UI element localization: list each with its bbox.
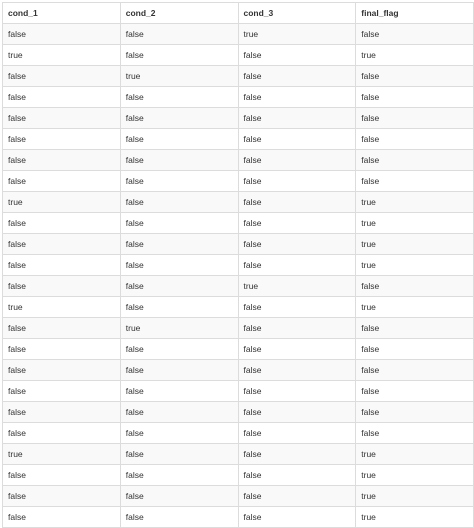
cell-cond-1[interactable]: false bbox=[3, 87, 121, 108]
cell-cond-2[interactable]: false bbox=[120, 129, 238, 150]
cell-cond-3[interactable]: false bbox=[238, 297, 356, 318]
cell-cond-3[interactable]: false bbox=[238, 465, 356, 486]
table-row[interactable] bbox=[3, 150, 474, 171]
table-row[interactable] bbox=[3, 465, 474, 486]
table-row[interactable] bbox=[3, 339, 474, 360]
table-row[interactable] bbox=[3, 444, 474, 465]
cell-cond-1[interactable]: false bbox=[3, 234, 121, 255]
cell-final-flag[interactable]: true bbox=[356, 507, 474, 528]
cell-final-flag[interactable]: true bbox=[356, 234, 474, 255]
table-row[interactable] bbox=[3, 402, 474, 423]
cell-cond-3[interactable]: false bbox=[238, 213, 356, 234]
cell-cond-2[interactable]: false bbox=[120, 24, 238, 45]
cell-cond-1[interactable]: true bbox=[3, 45, 121, 66]
table-header bbox=[3, 3, 474, 24]
cell-final-flag[interactable]: false bbox=[356, 24, 474, 45]
data-table bbox=[2, 2, 474, 528]
cell-cond-1[interactable]: false bbox=[3, 360, 121, 381]
cell-final-flag[interactable]: true bbox=[356, 465, 474, 486]
cell-cond-3[interactable]: true bbox=[238, 24, 356, 45]
cell-cond-2[interactable]: false bbox=[120, 255, 238, 276]
cell-cond-3[interactable]: false bbox=[238, 171, 356, 192]
table-row[interactable] bbox=[3, 423, 474, 444]
table-row[interactable] bbox=[3, 87, 474, 108]
table-row[interactable] bbox=[3, 507, 474, 528]
column-header-cond-3[interactable]: cond_3 bbox=[238, 3, 356, 24]
table-row[interactable] bbox=[3, 276, 474, 297]
cell-final-flag[interactable]: false bbox=[356, 108, 474, 129]
table-row[interactable] bbox=[3, 45, 474, 66]
cell-final-flag[interactable]: false bbox=[356, 66, 474, 87]
cell-cond-1[interactable]: false bbox=[3, 339, 121, 360]
cell-cond-1[interactable]: false bbox=[3, 129, 121, 150]
table-row[interactable] bbox=[3, 486, 474, 507]
cell-final-flag[interactable]: false bbox=[356, 318, 474, 339]
cell-cond-2[interactable]: false bbox=[120, 486, 238, 507]
cell-final-flag[interactable]: false bbox=[356, 339, 474, 360]
table-row[interactable] bbox=[3, 318, 474, 339]
column-header-final-flag[interactable]: final_flag bbox=[356, 3, 474, 24]
cell-cond-3[interactable]: true bbox=[238, 276, 356, 297]
cell-cond-2[interactable]: true bbox=[120, 318, 238, 339]
table-row[interactable] bbox=[3, 24, 474, 45]
cell-final-flag[interactable]: false bbox=[356, 150, 474, 171]
cell-cond-1[interactable]: true bbox=[3, 192, 121, 213]
cell-cond-1[interactable]: false bbox=[3, 486, 121, 507]
cell-cond-1[interactable]: false bbox=[3, 402, 121, 423]
table-row[interactable] bbox=[3, 297, 474, 318]
cell-cond-3[interactable]: false bbox=[238, 129, 356, 150]
cell-cond-1[interactable]: false bbox=[3, 150, 121, 171]
cell-final-flag[interactable]: false bbox=[356, 381, 474, 402]
cell-cond-3[interactable]: false bbox=[238, 318, 356, 339]
cell-cond-1[interactable]: false bbox=[3, 24, 121, 45]
cell-cond-2[interactable]: false bbox=[120, 276, 238, 297]
cell-cond-2[interactable]: false bbox=[120, 297, 238, 318]
cell-cond-3[interactable]: false bbox=[238, 45, 356, 66]
cell-final-flag[interactable]: false bbox=[356, 360, 474, 381]
table-row[interactable] bbox=[3, 66, 474, 87]
cell-cond-3[interactable]: false bbox=[238, 150, 356, 171]
cell-final-flag[interactable]: true bbox=[356, 297, 474, 318]
cell-final-flag[interactable]: true bbox=[356, 192, 474, 213]
data-grid-container bbox=[2, 2, 474, 528]
table-row[interactable] bbox=[3, 129, 474, 150]
cell-cond-2[interactable]: false bbox=[120, 507, 238, 528]
cell-cond-1[interactable]: false bbox=[3, 507, 121, 528]
cell-cond-2[interactable]: false bbox=[120, 87, 238, 108]
cell-cond-2[interactable]: false bbox=[120, 192, 238, 213]
header-row bbox=[3, 3, 474, 24]
cell-cond-2[interactable]: false bbox=[120, 171, 238, 192]
cell-cond-2[interactable]: false bbox=[120, 108, 238, 129]
table-row[interactable] bbox=[3, 255, 474, 276]
cell-cond-3[interactable]: false bbox=[238, 339, 356, 360]
cell-cond-2[interactable]: false bbox=[120, 213, 238, 234]
cell-cond-1[interactable]: true bbox=[3, 297, 121, 318]
table-row[interactable] bbox=[3, 234, 474, 255]
cell-cond-2[interactable]: false bbox=[120, 360, 238, 381]
cell-cond-1[interactable]: false bbox=[3, 213, 121, 234]
cell-cond-2[interactable]: false bbox=[120, 381, 238, 402]
cell-cond-2[interactable]: false bbox=[120, 234, 238, 255]
cell-final-flag[interactable]: true bbox=[356, 255, 474, 276]
cell-final-flag[interactable]: false bbox=[356, 171, 474, 192]
cell-final-flag[interactable]: true bbox=[356, 213, 474, 234]
cell-cond-3[interactable]: false bbox=[238, 192, 356, 213]
cell-final-flag[interactable]: false bbox=[356, 129, 474, 150]
table-row[interactable] bbox=[3, 108, 474, 129]
cell-cond-1[interactable]: false bbox=[3, 465, 121, 486]
cell-cond-1[interactable]: false bbox=[3, 255, 121, 276]
cell-cond-3[interactable]: false bbox=[238, 108, 356, 129]
table-row[interactable] bbox=[3, 360, 474, 381]
cell-cond-1[interactable]: false bbox=[3, 318, 121, 339]
cell-cond-2[interactable]: false bbox=[120, 423, 238, 444]
cell-cond-3[interactable]: false bbox=[238, 360, 356, 381]
cell-final-flag[interactable]: false bbox=[356, 402, 474, 423]
cell-final-flag[interactable]: false bbox=[356, 87, 474, 108]
cell-cond-2[interactable]: false bbox=[120, 45, 238, 66]
cell-cond-3[interactable]: false bbox=[238, 87, 356, 108]
column-header-cond-2[interactable]: cond_2 bbox=[120, 3, 238, 24]
column-header-cond-1[interactable]: cond_1 bbox=[3, 3, 121, 24]
cell-cond-3[interactable]: false bbox=[238, 255, 356, 276]
cell-cond-1[interactable]: false bbox=[3, 108, 121, 129]
cell-cond-3[interactable]: false bbox=[238, 507, 356, 528]
cell-final-flag[interactable]: true bbox=[356, 486, 474, 507]
cell-cond-3[interactable]: false bbox=[238, 66, 356, 87]
cell-cond-3[interactable]: false bbox=[238, 486, 356, 507]
table-row[interactable] bbox=[3, 381, 474, 402]
cell-cond-3[interactable]: false bbox=[238, 381, 356, 402]
cell-cond-1[interactable]: false bbox=[3, 66, 121, 87]
cell-cond-1[interactable]: false bbox=[3, 381, 121, 402]
table-row[interactable] bbox=[3, 213, 474, 234]
cell-cond-1[interactable]: true bbox=[3, 444, 121, 465]
cell-cond-1[interactable]: false bbox=[3, 423, 121, 444]
table-row[interactable] bbox=[3, 171, 474, 192]
cell-cond-2[interactable]: false bbox=[120, 465, 238, 486]
cell-final-flag[interactable]: false bbox=[356, 276, 474, 297]
cell-cond-2[interactable]: false bbox=[120, 150, 238, 171]
table-body bbox=[3, 24, 474, 528]
table-row[interactable] bbox=[3, 192, 474, 213]
cell-final-flag[interactable]: true bbox=[356, 444, 474, 465]
cell-cond-1[interactable]: false bbox=[3, 276, 121, 297]
cell-cond-3[interactable]: false bbox=[238, 423, 356, 444]
cell-final-flag[interactable]: false bbox=[356, 423, 474, 444]
cell-cond-3[interactable]: false bbox=[238, 444, 356, 465]
cell-cond-3[interactable]: false bbox=[238, 402, 356, 423]
cell-cond-2[interactable]: false bbox=[120, 339, 238, 360]
cell-final-flag[interactable]: true bbox=[356, 45, 474, 66]
cell-cond-2[interactable]: false bbox=[120, 444, 238, 465]
cell-cond-3[interactable]: false bbox=[238, 234, 356, 255]
cell-cond-2[interactable]: true bbox=[120, 66, 238, 87]
cell-cond-2[interactable]: false bbox=[120, 402, 238, 423]
cell-cond-1[interactable]: false bbox=[3, 171, 121, 192]
